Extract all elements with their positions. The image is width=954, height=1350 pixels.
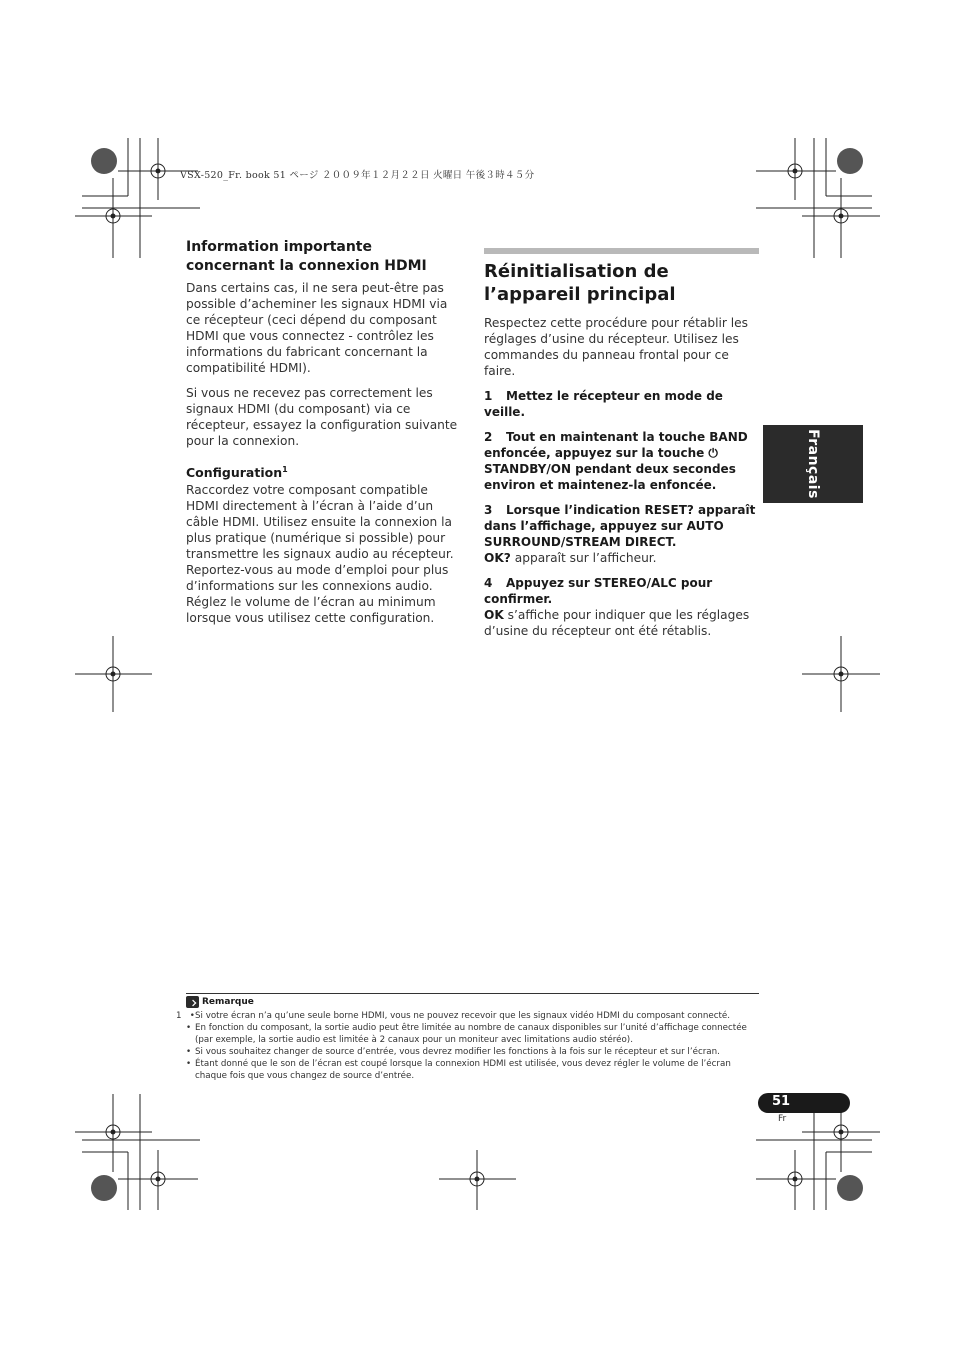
step-4-response: OK s’affiche pour indiquer que les réglages d’usine du récepteur ont été rétablis.: [484, 608, 750, 638]
reset-heading: Réinitialisation de l’appareil principal: [484, 261, 676, 305]
step-3-response: OK? apparaît sur l’afficheur.: [484, 551, 657, 565]
print-info-header: VSX-520_Fr. book 51 ページ ２００９年１２月２２日 火曜日 午後３時４５分: [180, 170, 535, 181]
footnote-ref: 1: [282, 465, 288, 474]
page-lang-code: Fr: [778, 1114, 787, 1124]
note-item: • Étant donné que le son de l’écran est coupé lorsque la connexion HDMI est utilisée, vous devez régler le volume de l’écran chaque fois que vous changez de source d’entrée.: [186, 1058, 759, 1082]
step-2: 2 Tout en maintenant la touche BAND enfoncée, appuyez sur la touche ⏻ STANDBY/ON pendant deux secondes environ et maintenez-la enfoncée.: [484, 430, 748, 492]
configuration-heading: Configuration$^1$: [186, 465, 288, 481]
language-tab-label: Français: [805, 429, 821, 499]
hdmi-info-heading: Information importante concernant la connexion HDMI: [186, 239, 427, 274]
reset-intro: Respectez cette procédure pour rétablir les réglages d’usine du récepteur. Utilisez les commandes du panneau frontal pour ce faire.: [484, 316, 749, 378]
note-list: [186, 1010, 759, 1082]
note-rule: [186, 993, 759, 994]
hdmi-info-para-1: Dans certains cas, il ne sera peut-être pas possible d’acheminer les signaux HDMI via ce récepteur (ceci dépend du composant HDMI que vous connectez - contrôlez les informations du fabricant concernant la compatibilité HDMI).: [186, 281, 448, 375]
section-bar: [484, 248, 759, 254]
note-item: 1 • Si votre écran n’a qu’une seule borne HDMI, vous ne pouvez recevoir que les signaux vidéo HDMI du composant connecté.: [186, 1010, 759, 1022]
note-block: [186, 993, 759, 1082]
note-title: Remarque: [202, 997, 254, 1007]
note-item: • Si vous souhaitez changer de source d’entrée, vous devrez modifier les fonctions à la fois sur le récepteur et sur l’écran.: [186, 1046, 759, 1058]
language-tab: [763, 425, 863, 503]
note-header: [186, 996, 759, 1008]
page-number: 51: [772, 1094, 791, 1109]
step-1: 1 Mettez le récepteur en mode de veille.: [484, 389, 723, 419]
configuration-para: Raccordez votre composant compatible HDMI directement à l’écran à l’aide d’un câble HDMI. Utilisez ensuite la connexion la plus pratique (numérique si possible) pour transmettre les signaux audio au récepteur. Reportez-vous au mode d’emploi pour plus d’informations sur les connexions audio. Réglez le volume de l’écran au minimum lorsque vous utilisez cette configuration.: [186, 483, 454, 626]
step-4: 4 Appuyez sur STEREO/ALC pour confirmer.: [484, 576, 713, 606]
hdmi-info-para-2: Si vous ne recevez pas correctement les signaux HDMI (du composant) via ce récepteur, essayez la configuration suivante pour la connexion.: [186, 386, 458, 448]
note-item: • En fonction du composant, la sortie audio peut être limitée au nombre de canaux disponibles sur l’unité d’affichage connectée (par exemple, la sortie audio est limitée à 2 canaux pour un moniteur avec limitations audio stéréo).: [186, 1022, 759, 1046]
left-column: [186, 238, 461, 635]
pencil-note-icon: [186, 996, 199, 1008]
right-column: [484, 248, 759, 648]
page-number-badge: [758, 1093, 850, 1113]
step-3: 3 Lorsque l’indication RESET? apparaît dans l’affichage, appuyez sur AUTO SURROUND/STREAM DIRECT.: [484, 503, 756, 549]
